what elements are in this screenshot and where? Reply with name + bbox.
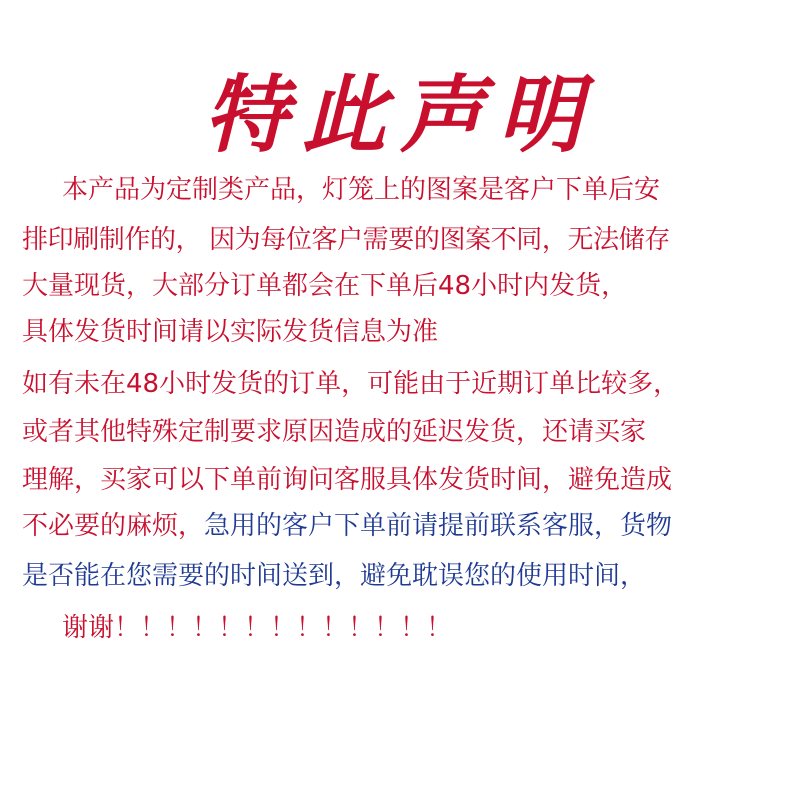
notice-line-mixed (22, 508, 672, 544)
notice-line-blue-part: 急用的客户下单前请提前联系客服，货物 (204, 511, 673, 541)
notice-line: 排印刷制作的， 因为每位客户需要的图案不同，无法储存 (22, 225, 670, 255)
notice-line: 是否能在您需要的时间送到，避免耽误您的使用时间， (22, 561, 647, 591)
notice-line: 或者其他特殊定制要求原因造成的延迟发货，还请买家 (22, 417, 647, 447)
notice-title: 特此声明 (203, 65, 596, 164)
notice-line: 具体发货时间请以实际发货信息为准 (22, 317, 439, 347)
notice-thanks: 谢谢！！！！！！！！！！！！！ (62, 613, 453, 643)
notice-line: 本产品为定制类产品，灯笼上的图案是客户下单后安 (62, 175, 661, 205)
notice-line-red-part: 不必要的麻烦， (22, 511, 205, 541)
notice-line: 理解，买家可以下单前询问客服具体发货时间，避免造成 (22, 465, 673, 495)
notice-line: 大量现货，大部分订单都会在下单后48小时内发货， (22, 271, 628, 301)
notice-line: 如有未在48小时发货的订单，可能由于近期订单比较多， (22, 369, 680, 399)
